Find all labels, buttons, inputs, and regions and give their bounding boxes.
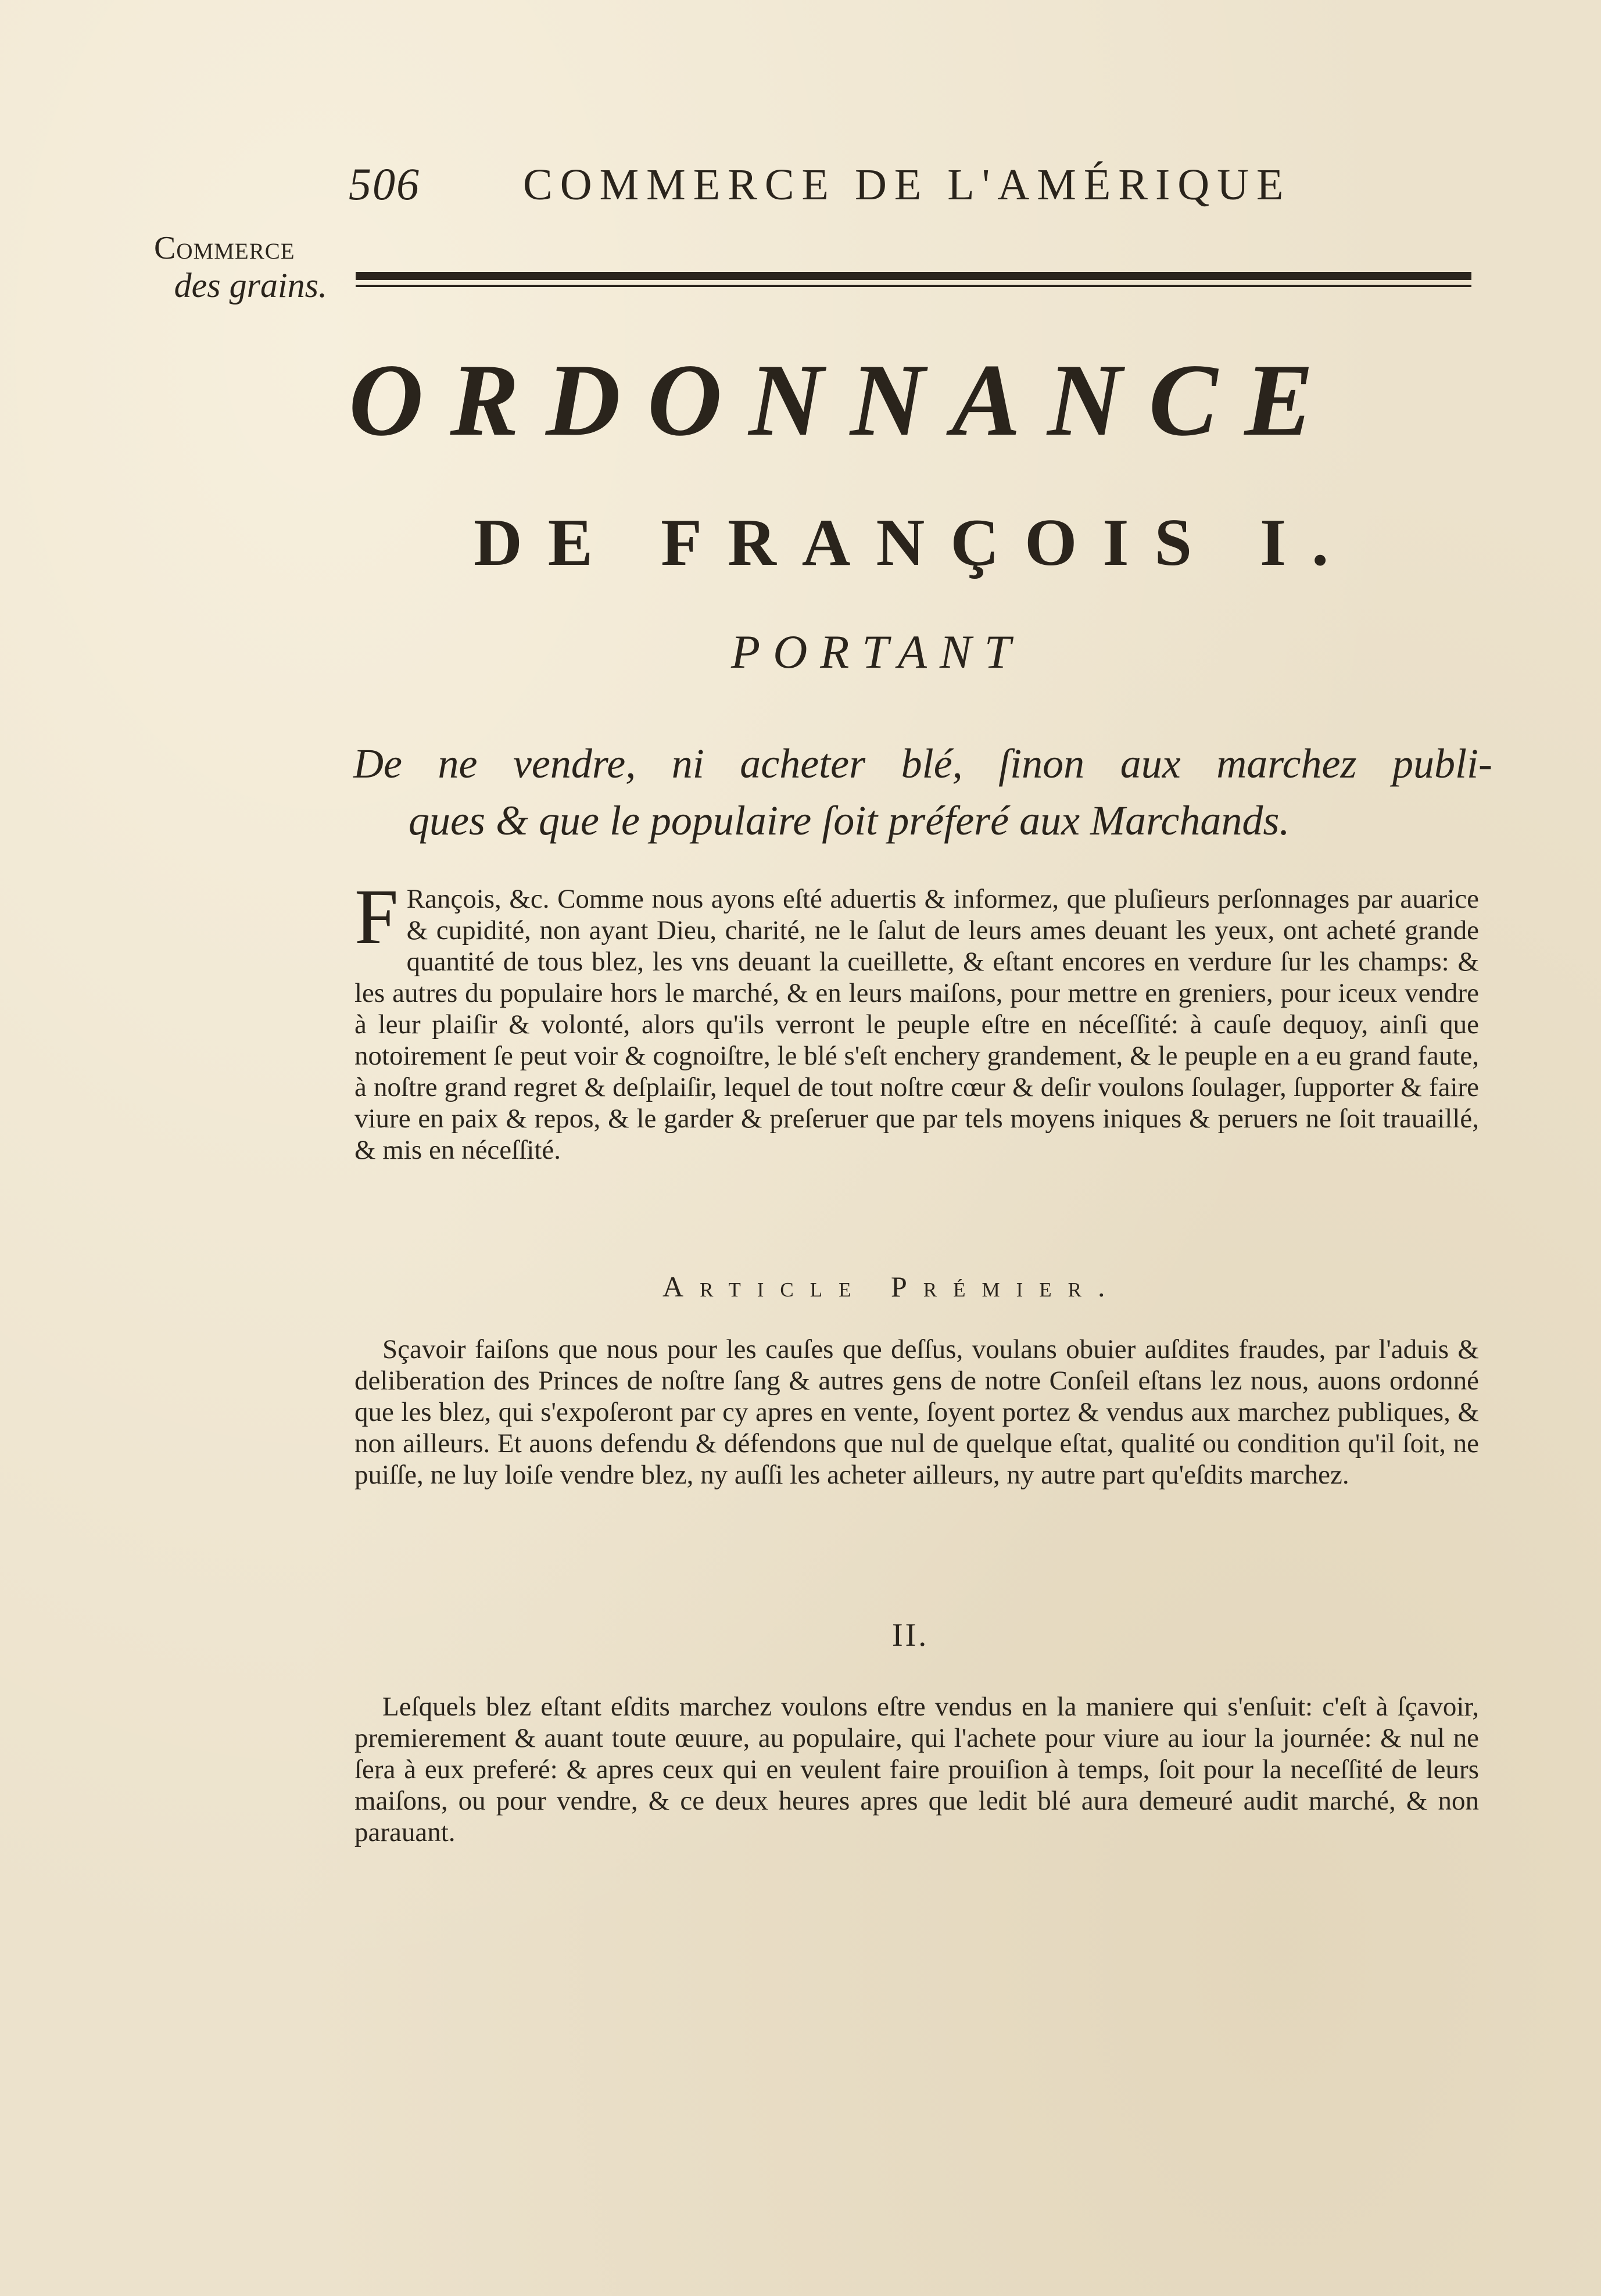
article1-text: Sçavoir faiſons que nous pour les cauſes que deſſus, voulans obuier auſdites fraudes, par l'aduis & deliberation des Princes de noſtre ſang & autres gens de notre Conſeil eſtans lez nous, auons ordonné que les blez, qui s'expoſeront par cy apres en vente, ſoyent portez & vendus aux marchez publiques, & non ailleurs. Et auons defendu & défendons que nul de quelque eſtat, qualité ou condition qu'il ſoit, ne puiſſe, ne luy loiſe vendre blez, ny auſſi les acheter ailleurs, ny autre part qu'eſdits marchez.	[354, 1334, 1479, 1490]
article1-heading: Article Prémier.	[662, 1270, 1122, 1303]
preamble-text: Rançois, &c. Comme nous ayons eſté aduertis & informez, que pluſieurs perſonnages par auarice & cupidité, non ayant Dieu, charité, ne le ſalut de leurs ames deuant les yeux, ont acheté grande quantité de tous blez, les vns deuant la cueillette, & eſtant encores en verdure ſur les champs: & les autres du populaire hors le marché, & en leurs maiſons, pour mettre en greniers, pour iceux vendre à leur plaiſir & volonté, alors qu'ils verront le peuple eſtre en néceſſité: à cauſe dequoy, ainſi que notoirement ſe peut voir & cognoiſtre, le blé s'eſt enchery grandement, & le peuple en a eu grand faute, à noſtre grand regret & deſplaiſir, lequel de tout noſtre cœur & deſir voulons ſoulager, ſupporter & faire viure en paix & repos, & le garder & preſeruer que par tels moyens iniques & peruers ne ſoit trauaillé, & mis en néceſſité.	[354, 884, 1479, 1165]
rule-thin	[356, 285, 1471, 287]
title-portant: PORTANT	[731, 625, 1024, 678]
margin-note-line1: Commerce	[154, 230, 295, 266]
title-sub: DE FRANÇOIS I.	[474, 506, 1355, 580]
subject-line1: De ne vendre, ni acheter blé, ſinon aux marchez publi-	[353, 740, 1492, 787]
running-title: COMMERCE DE L'AMÉRIQUE	[523, 160, 1291, 209]
rule-thick	[356, 272, 1471, 280]
margin-note	[154, 230, 340, 304]
article2-heading: II.	[892, 1617, 929, 1653]
drop-cap: F	[354, 873, 399, 961]
margin-note-line2: des grains.	[174, 266, 327, 305]
title-main: ORDONNANCE	[349, 342, 1341, 457]
article2-text: Leſquels blez eſtant eſdits marchez voulons eſtre vendus en la maniere qui s'enſuit: c'eſt à ſçavoir, premierement & auant toute œuure, au populaire, qui l'achete pour viure au iour la journée: & nul ne ſera à eux preferé: & apres ceux qui en veulent faire prouiſion à temps, ſoit pour la neceſſité de leurs maiſons, ou pour vendre, & ce deux heures apres que ledit blé aura demeuré audit marché, & non parauant.	[354, 1692, 1479, 1847]
header-rule	[356, 268, 1471, 293]
page-number: 506	[349, 159, 420, 209]
preamble-paragraph	[354, 873, 1479, 1166]
subject-line2: ques & que le populaire ſoit préferé aux Marchands.	[409, 797, 1290, 844]
title-subject	[353, 735, 1492, 849]
